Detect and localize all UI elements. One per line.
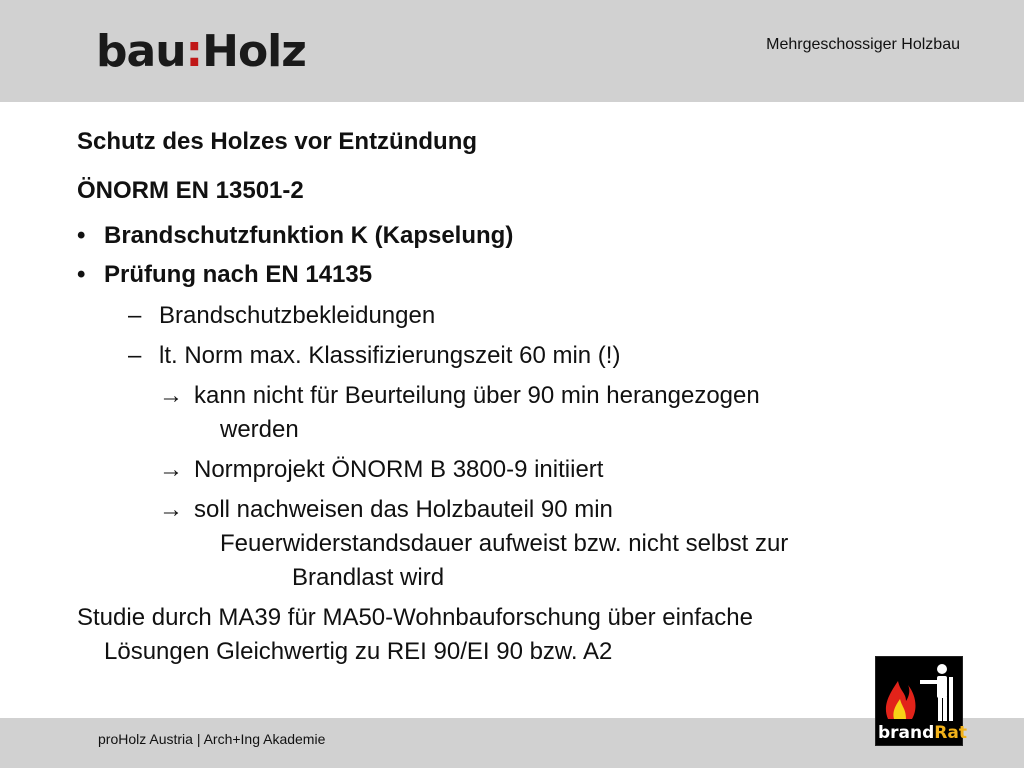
bullet-dot-1: • xyxy=(77,222,86,249)
logo-part-bau: bau xyxy=(96,26,186,77)
study-line-1: Studie durch MA39 für MA50-Wohnbauforschung über einfache xyxy=(77,604,753,631)
arrow-item-3-line-1: soll nachweisen das Holzbauteil 90 min xyxy=(194,496,613,523)
norm-heading: ÖNORM EN 13501-2 xyxy=(77,177,304,204)
arrow-item-1-line-2: werden xyxy=(220,416,299,443)
dash-2: – xyxy=(128,342,142,369)
logo-colon: : xyxy=(185,26,203,77)
brandrat-wordmark: brandRat xyxy=(878,723,967,743)
bullet-dot-2: • xyxy=(77,261,86,288)
sub-klassifizierungszeit: lt. Norm max. Klassifizierungszeit 60 min (!) xyxy=(159,342,621,369)
bullet-pruefung: Prüfung nach EN 14135 xyxy=(104,261,373,288)
logo-part-holz: Holz xyxy=(202,26,306,77)
brandrat-logo xyxy=(875,656,967,746)
arrow-item-3-line-2: Feuerwiderstandsdauer aufweist bzw. nicht selbst zur xyxy=(220,530,789,557)
arrow-right-icon: → xyxy=(159,382,183,409)
arrow-right-icon: → xyxy=(159,456,183,483)
arrow-right-icon: → xyxy=(159,496,183,523)
bauholz-logo xyxy=(96,25,306,79)
bullet-brandschutzfunktion: Brandschutzfunktion K (Kapselung) xyxy=(104,222,514,249)
slide-subject: Mehrgeschossiger Holzbau xyxy=(766,36,960,53)
study-line-2: Lösungen Gleichwertig zu REI 90/EI 90 bzw. A2 xyxy=(104,638,613,665)
arrow-item-1-line-1: kann nicht für Beurteilung über 90 min herangezogen xyxy=(194,382,760,409)
arrow-item-3-line-3: Brandlast wird xyxy=(292,564,445,591)
slide-title: Schutz des Holzes vor Entzündung xyxy=(77,128,478,155)
arrow-item-2: Normprojekt ÖNORM B 3800-9 initiiert xyxy=(194,456,604,483)
sub-brandschutzbekleidungen: Brandschutzbekleidungen xyxy=(159,302,436,329)
footer-text: proHolz Austria | Arch+Ing Akademie xyxy=(98,731,326,747)
dash-1: – xyxy=(128,302,142,329)
